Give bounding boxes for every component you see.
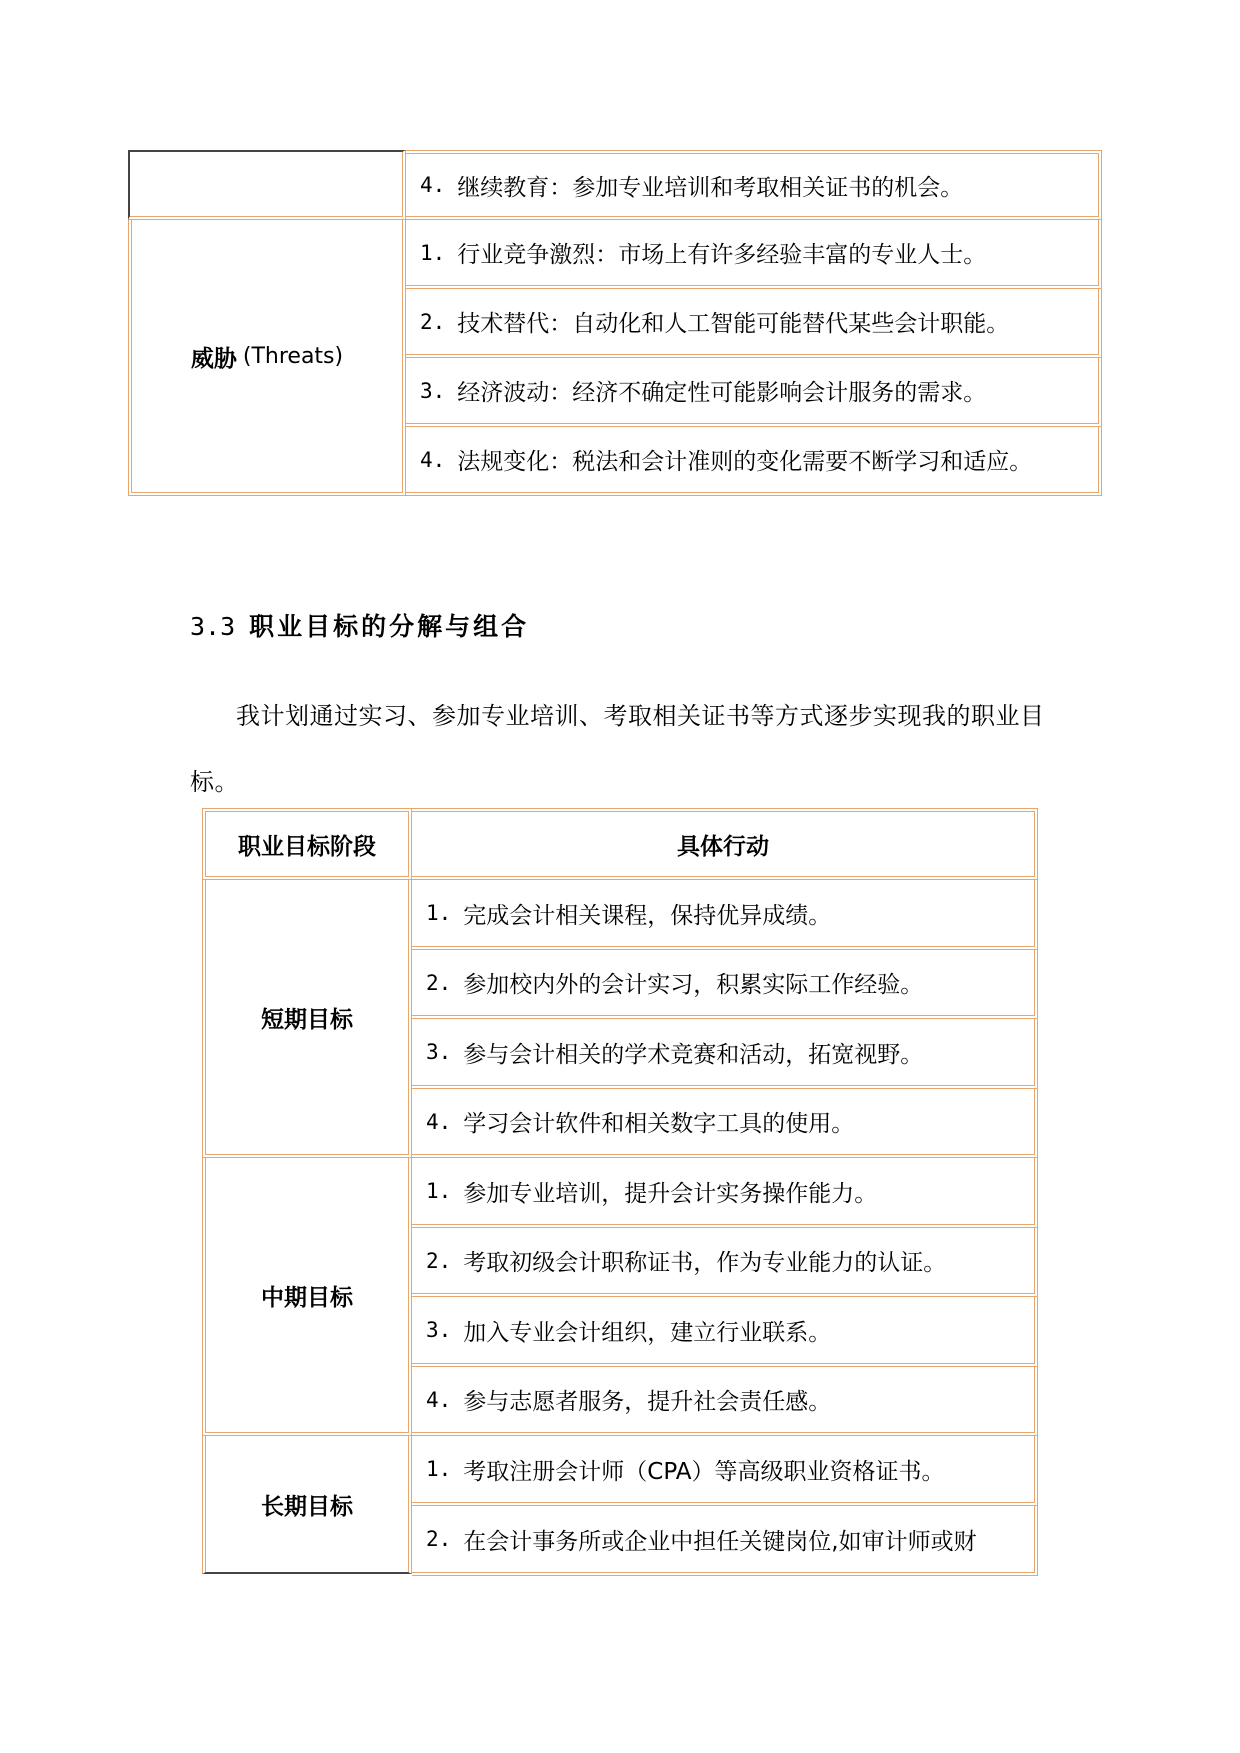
item-text: 参加专业培训，提升会计实务操作能力。 — [463, 1180, 878, 1207]
item-number: 3. — [420, 378, 446, 403]
mid-term-item-1 — [412, 1158, 1038, 1228]
section-heading — [190, 607, 529, 643]
swot-threats-item-1 — [406, 220, 1102, 289]
short-term-item-1 — [412, 880, 1038, 950]
item-text: 学习会计软件和相关数字工具的使用。 — [463, 1111, 855, 1137]
short-term-label: 短期目标 — [202, 880, 412, 1158]
item-number: 4. — [426, 1109, 452, 1134]
item-number: 3. — [426, 1318, 452, 1342]
mid-term-item-4 — [412, 1367, 1038, 1436]
section-title: 职业目标的分解与组合 — [249, 612, 530, 641]
item-text: 参与会计相关的学术竞赛和活动，拓宽视野。 — [463, 1041, 924, 1068]
goals-header-stage: 职业目标阶段 — [202, 808, 412, 880]
swot-threats-item-3 — [406, 358, 1102, 427]
item-number: 2. — [420, 309, 446, 334]
paragraph-line-1: 我计划通过实习、参加专业培训、考取相关证书等方式逐步实现我的职业目 — [236, 702, 1045, 730]
item-text: 完成会计相关课程，保持优异成绩。 — [463, 902, 832, 929]
long-term-label: 长期目标 — [202, 1436, 412, 1574]
swot-threats-item-4 — [406, 427, 1102, 496]
item-number: 1. — [420, 240, 446, 265]
mid-term-item-2 — [412, 1228, 1038, 1297]
item-text: 参与志愿者服务，提升社会责任感。 — [463, 1389, 832, 1415]
swot-opportunity-label-cell — [128, 150, 406, 220]
item-number: 2. — [426, 1527, 452, 1551]
item-number: 1. — [426, 901, 452, 925]
item-number: 2. — [426, 1248, 452, 1273]
section-number: 3.3 — [190, 612, 236, 641]
short-term-item-2 — [412, 950, 1038, 1019]
swot-threats-label-cell — [128, 220, 406, 496]
threats-label-en: (Threats) — [242, 343, 344, 369]
item-number: 3. — [426, 1040, 452, 1064]
item-number: 4. — [426, 1387, 452, 1412]
item-text: 继续教育：参加专业培训和考取相关证书的机会。 — [457, 174, 964, 201]
long-term-item-1 — [412, 1436, 1038, 1506]
short-term-item-4 — [412, 1089, 1038, 1158]
mid-term-label: 中期目标 — [202, 1158, 412, 1436]
swot-opportunity-item-4 — [406, 150, 1102, 220]
item-text: 考取注册会计师（CPA）等高级职业资格证书。 — [463, 1458, 945, 1485]
mid-term-item-3 — [412, 1297, 1038, 1367]
item-text: 在会计事务所或企业中担任关键岗位,如审计师或财 — [463, 1528, 977, 1555]
item-number: 1. — [426, 1457, 452, 1481]
item-text: 加入专业会计组织，建立行业联系。 — [463, 1319, 832, 1346]
item-text: 法规变化：税法和会计准则的变化需要不断学习和适应。 — [457, 449, 1033, 475]
swot-threats-item-2 — [406, 289, 1102, 358]
item-number: 4. — [420, 173, 446, 197]
item-text: 考取初级会计职称证书，作为专业能力的认证。 — [463, 1250, 947, 1276]
item-text: 经济波动：经济不确定性可能影响会计服务的需求。 — [457, 380, 987, 406]
paragraph-line-2: 标。 — [190, 768, 239, 796]
threats-label-cn: 威胁 — [190, 345, 237, 372]
item-text: 参加校内外的会计实习，积累实际工作经验。 — [463, 972, 924, 998]
item-text: 行业竞争激烈：市场上有许多经验丰富的专业人士。 — [457, 242, 987, 268]
item-number: 4. — [420, 447, 446, 472]
long-term-item-2 — [412, 1506, 1038, 1576]
item-number: 1. — [426, 1179, 452, 1203]
short-term-item-3 — [412, 1019, 1038, 1089]
item-text: 技术替代：自动化和人工智能可能替代某些会计职能。 — [457, 311, 1010, 337]
item-number: 2. — [426, 970, 452, 995]
goals-header-action: 具体行动 — [412, 808, 1038, 880]
